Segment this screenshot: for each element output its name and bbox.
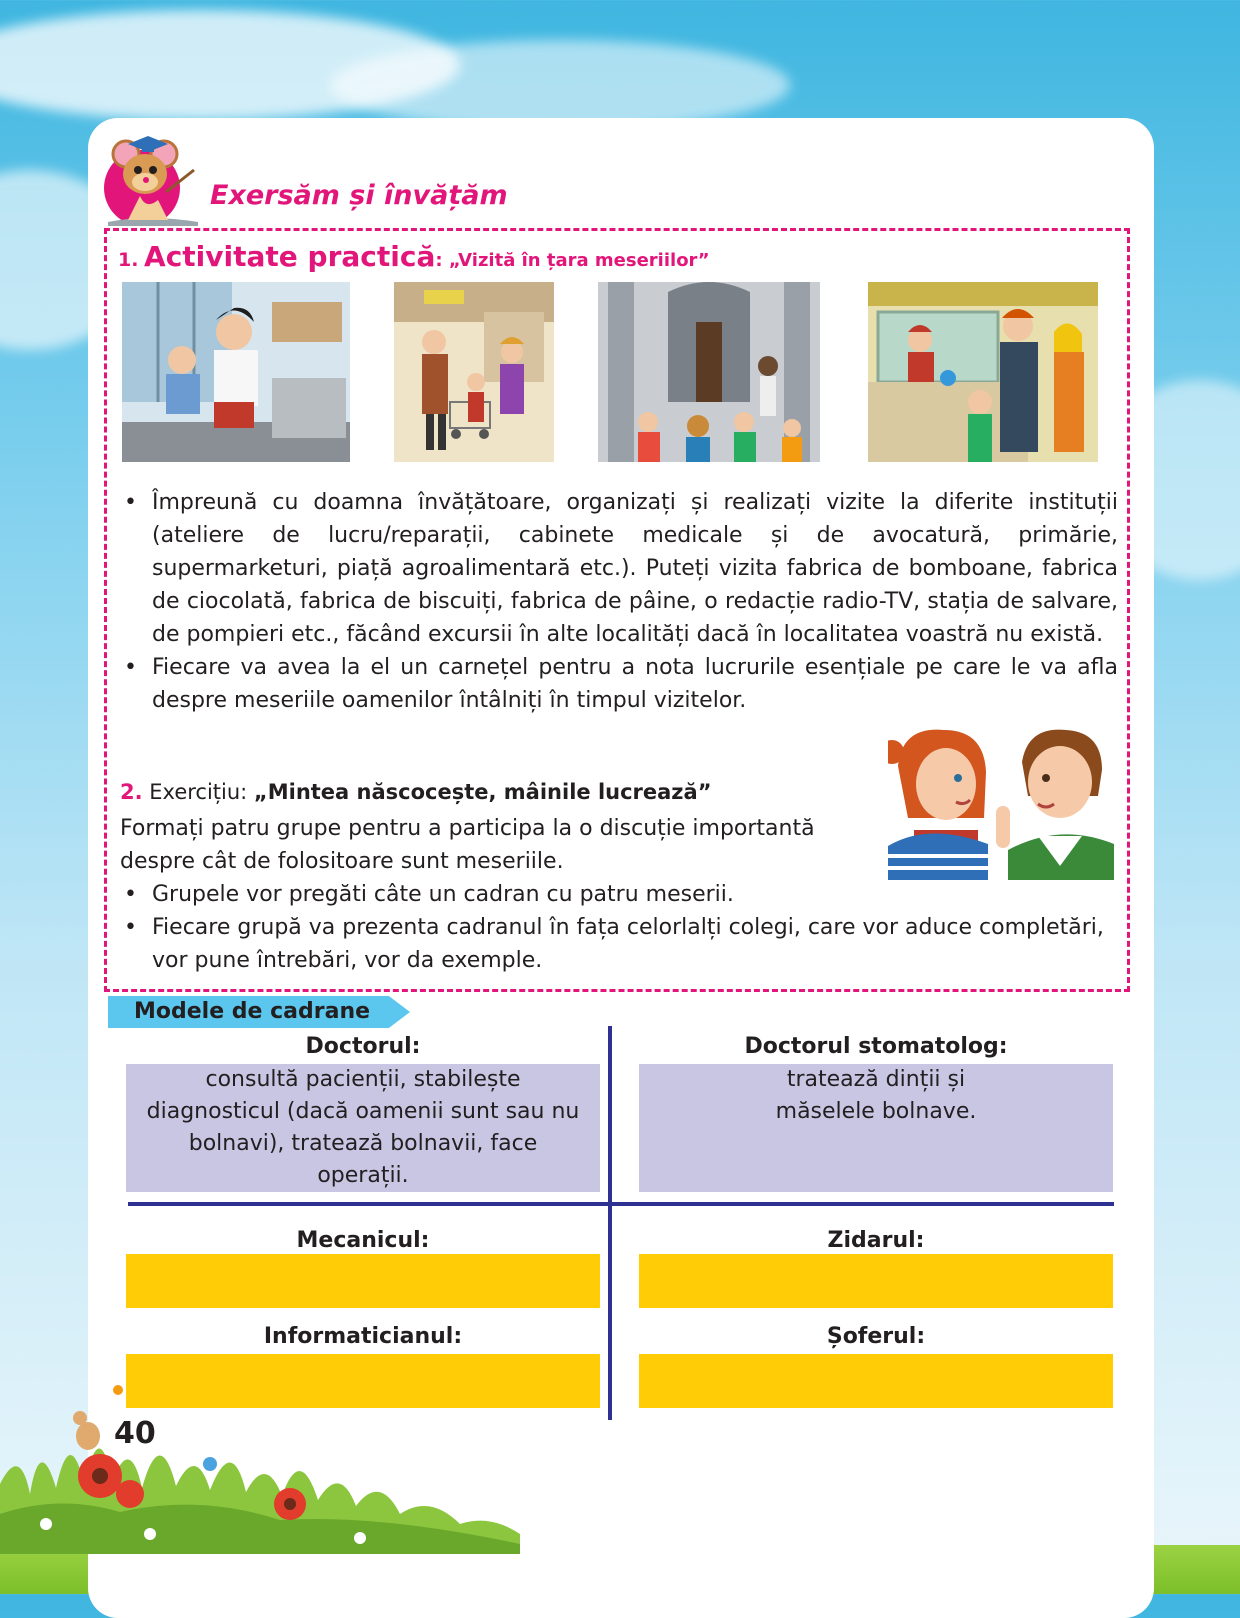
- cell-box-dentist: tratează dinții și măselele bolnave.: [639, 1064, 1113, 1192]
- list-item: • Împreună cu doamna învățătoare, organizați și realizați vizite la diferite instituții (ateliere de lucru/reparații, cabinete medicale și de avocatură, primărie, supermarketuri, piață agroalimentară etc.). Puteți vizita fabrica de bomboane, fabrica de ciocolată, fabrica de biscuiți, fabrica de pâine, o redacție radio-TV, stația de salvare, de pompieri etc., făcând excursii în alte localități dacă în localitatea voastră nu există.: [124, 490, 1118, 647]
- list-item: • Grupele vor pregăti câte un cadran cu patru meserii.: [124, 882, 734, 907]
- children-talking-illustration: [888, 726, 1114, 880]
- activity-heading: [118, 240, 710, 273]
- exercise-intro: Formați patru grupe pentru a participa la o discuție importantă despre cât de folositoare sunt meseriile.: [120, 816, 815, 874]
- bank-illustration: [868, 282, 1098, 462]
- list-item: • Fiecare va avea la el un carnețel pentru a nota lucrurile esențiale pe care le va afla despre meseriile oamenilor întâlniți în timpul vizitelor.: [124, 655, 1118, 713]
- exercise-number: 2.: [120, 780, 143, 804]
- exercise-label: Exercițiu:: [142, 780, 254, 804]
- exercise-title: „Mintea născocește, mâinile lucrează”: [253, 780, 712, 804]
- quadrant-horizontal-line: [128, 1202, 1114, 1206]
- cell-box-mason[interactable]: [639, 1254, 1113, 1308]
- mouse-mascot-icon: [98, 130, 198, 230]
- cell-box-doctor: consultă pacienții, stabilește diagnosticul (dacă oamenii sunt sau nu bolnavi), tratează bolnavii, face operații.: [126, 1064, 600, 1192]
- page-number: 40: [114, 1416, 156, 1451]
- exercise-bullets: [122, 878, 1122, 977]
- cell-box-mechanic[interactable]: [126, 1254, 600, 1308]
- cell-label-doctor: Doctorul:: [305, 1034, 421, 1059]
- models-tab-label: Modele de cadrane: [134, 999, 371, 1024]
- section-title: Exersăm și învățăm: [210, 180, 508, 211]
- cell-label-mechanic: Mecanicul:: [296, 1228, 430, 1253]
- quadrant-vertical-line: [608, 1026, 612, 1420]
- shop-illustration: [394, 282, 554, 462]
- museum-illustration: [598, 282, 820, 462]
- sky-cloud: [330, 40, 790, 130]
- cell-box-driver[interactable]: [639, 1354, 1113, 1408]
- exercise-heading: [120, 780, 712, 804]
- doctor-office-illustration: [122, 282, 350, 462]
- cell-label-dentist: Doctorul stomatolog:: [744, 1034, 1008, 1059]
- meadow-flowers-illustration: [0, 1384, 520, 1554]
- cell-label-it: Informaticianul:: [263, 1324, 463, 1349]
- activity-title: Activitate practică: [144, 240, 436, 273]
- activity-number: 1.: [118, 249, 139, 271]
- activity-subtitle: : „Vizită în țara meseriilor”: [435, 250, 710, 271]
- cell-label-driver: Șoferul:: [826, 1324, 926, 1349]
- list-item: • Fiecare grupă va prezenta cadranul în fața celorlalți colegi, care vor aduce completări, vor pune întrebări, vor da exemple.: [124, 915, 1104, 973]
- activity-bullets: [122, 486, 1118, 717]
- cell-label-mason: Zidarul:: [827, 1228, 925, 1253]
